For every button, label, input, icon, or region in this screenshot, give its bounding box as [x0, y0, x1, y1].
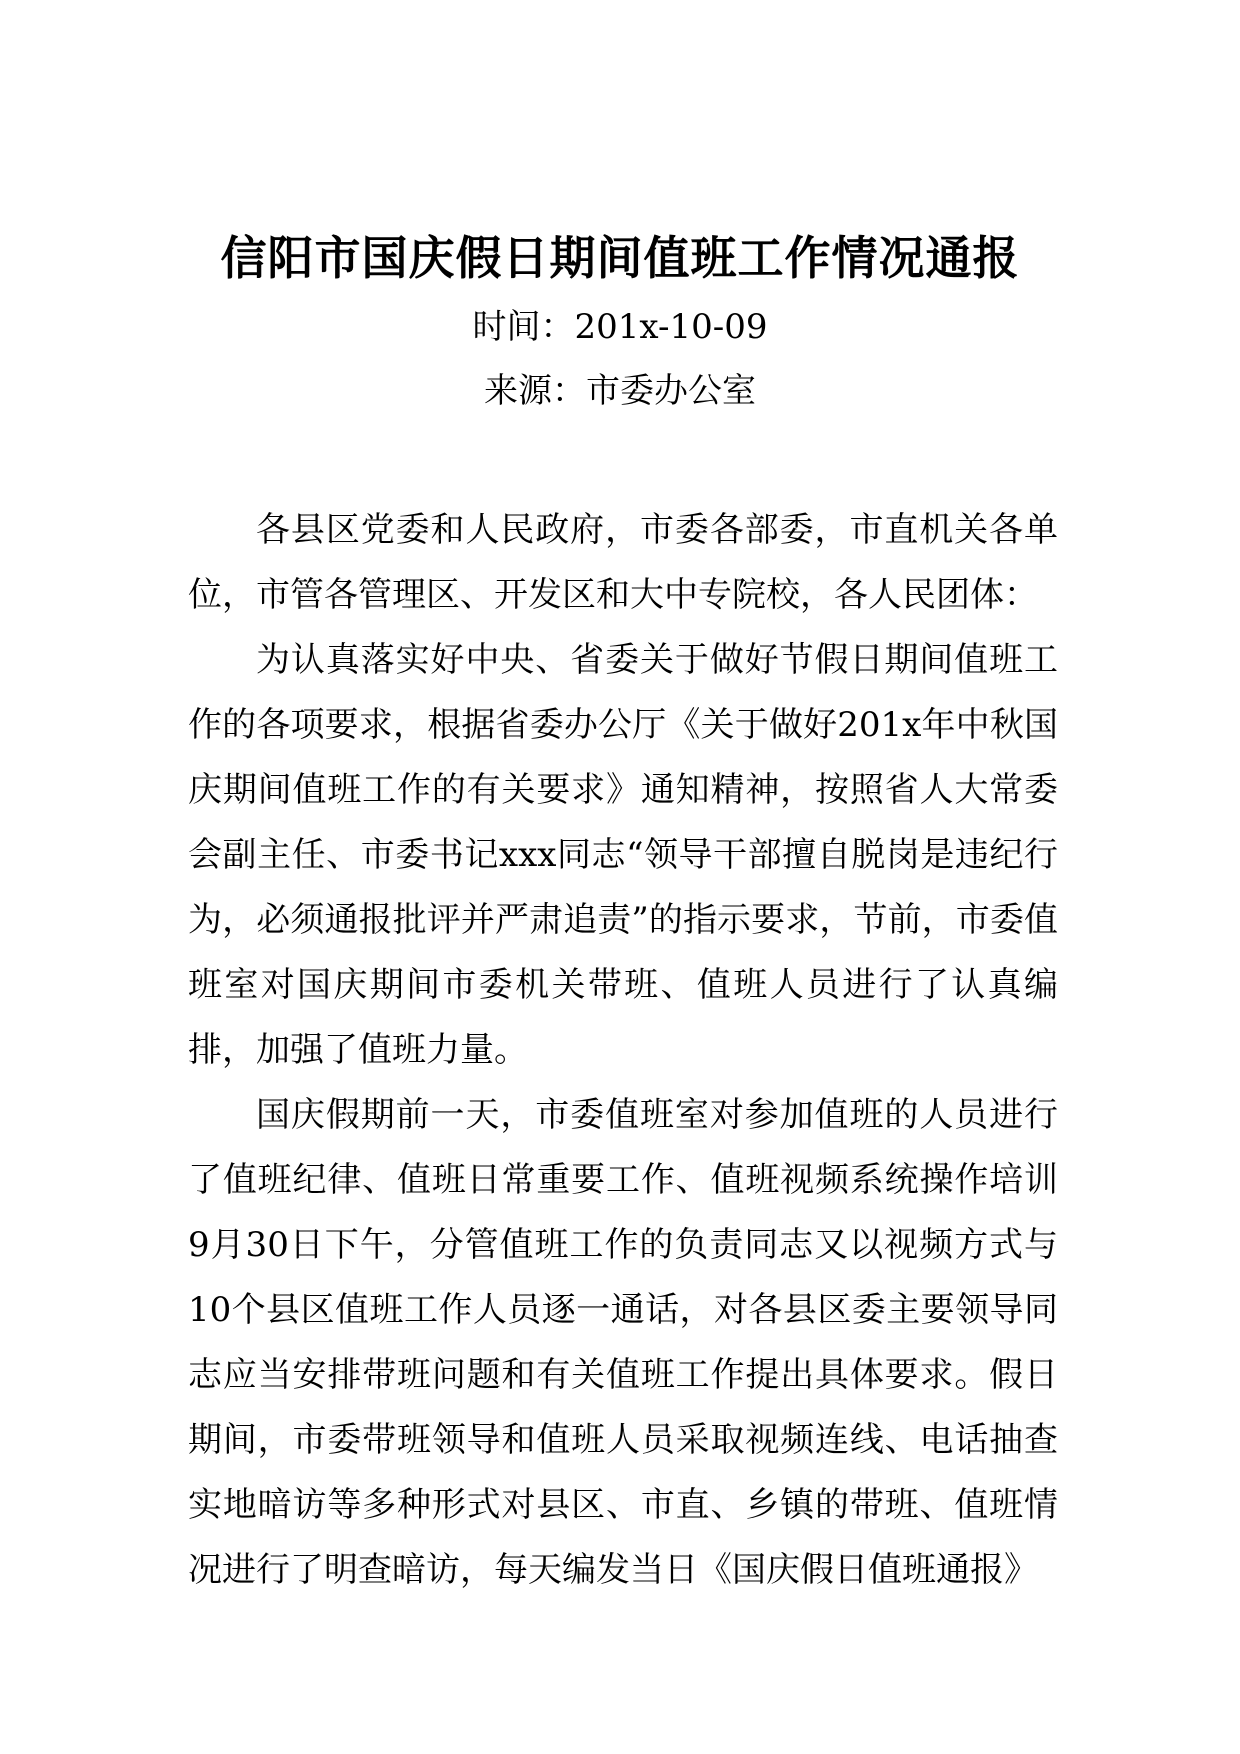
publish-source: 来源：市委办公室 [484, 371, 756, 411]
body-paragraph: 国庆假期前一天，市委值班室对参加值班的人员进行了值班纪律、值班日常重要工作、值班视频系统操作培训9月30日下午，分管值班工作的负责同志又以视频方式与10个县区值班工作人员逐一通话，对各县区委主要领导同志应当安排带班问题和有关值班工作提出具体要求。假日期间，市委带班领导和值班人员采取视频连线、电话抽查实地暗访等多种形式对县区、市直、乡镇的带班、值班情况进行了明查暗访，每天编发当日《国庆假日值班通报》 [188, 1095, 1058, 1590]
salutation-paragraph: 各县区党委和人民政府，市委各部委，市直机关各单位，市管各管理区、开发区和大中专院校，各人民团体： [188, 510, 1058, 615]
body-paragraph: 为认真落实好中央、省委关于做好节假日期间值班工作的各项要求，根据省委办公厅《关于做好201x年中秋国庆期间值班工作的有关要求》通知精神，按照省人大常委会副主任、市委书记xxx同志“领导干部擅自脱岗是违纪行为，必须通报批评并严肃追责”的指示要求，节前，市委值班室对国庆期间市委机关带班、值班人员进行了认真编排，加强了值班力量。 [188, 640, 1058, 1070]
publish-time: 时间：201x-10-09 [472, 307, 768, 347]
document-body [188, 498, 1058, 1603]
document-title: 信阳市国庆假日期间值班工作情况通报 [220, 231, 1020, 285]
